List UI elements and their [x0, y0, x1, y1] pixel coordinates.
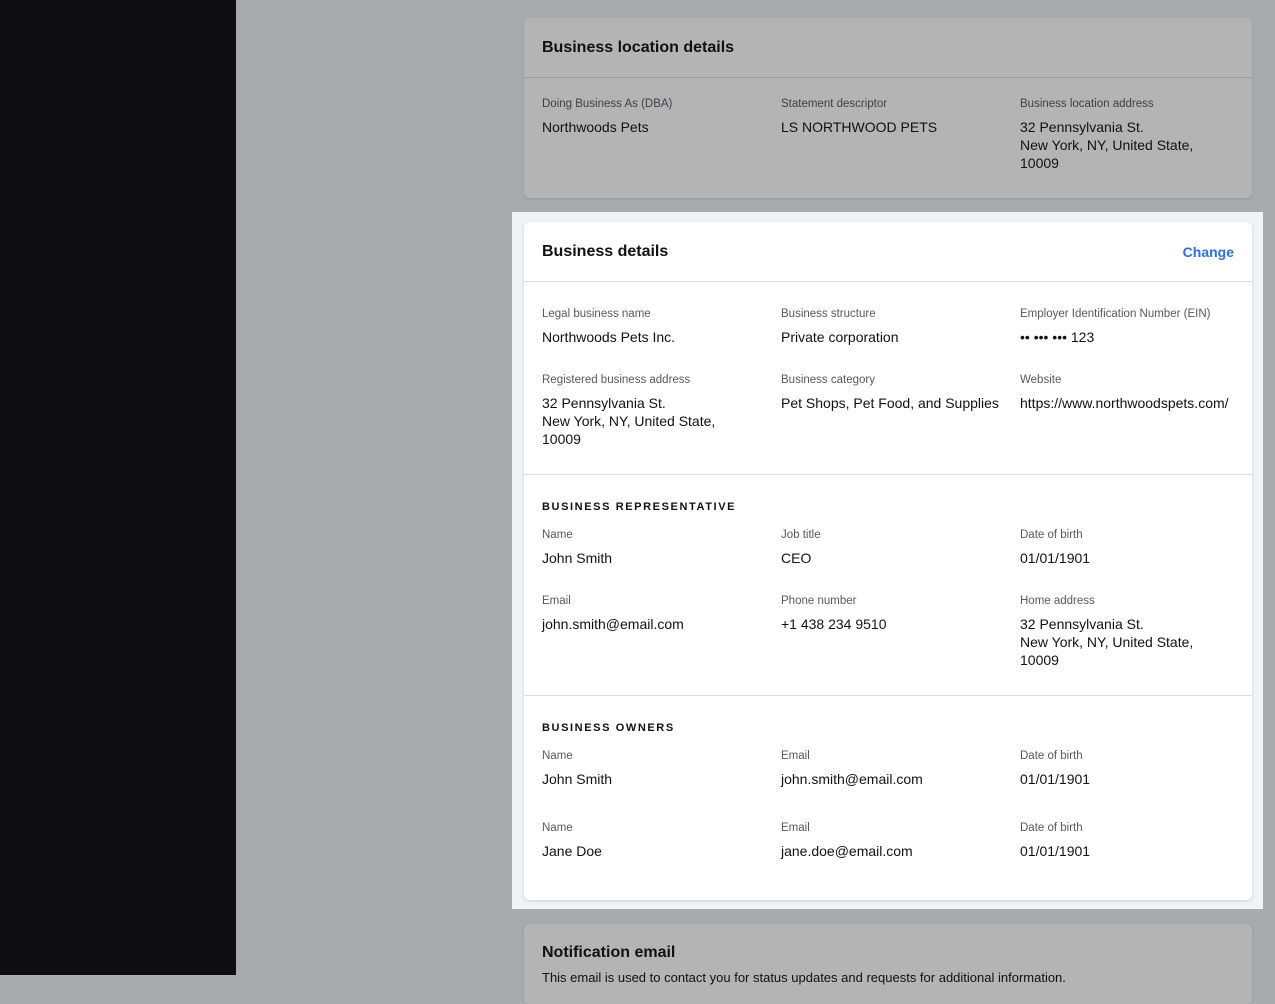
field-value: https://www.northwoodspets.com/ — [1020, 395, 1229, 411]
field-label: Email — [781, 750, 810, 762]
field — [781, 374, 1020, 448]
field-value: 32 Pennsylvania St. New York, NY, United State, 10009 — [1020, 119, 1194, 171]
field-value: john.smith@email.com — [542, 616, 684, 632]
field-label: Email — [781, 822, 810, 834]
field — [542, 98, 781, 172]
field-value: Northwoods Pets — [542, 119, 649, 135]
field-label: Date of birth — [1020, 529, 1083, 541]
field — [1020, 822, 1234, 866]
field-value: John Smith — [542, 771, 613, 787]
field — [781, 822, 1020, 866]
field-value: Jane Doe — [542, 843, 602, 859]
field — [781, 529, 1020, 573]
field — [1020, 308, 1234, 352]
field-label: Name — [542, 529, 573, 541]
field-value: John Smith — [542, 550, 613, 566]
field — [781, 98, 1020, 172]
card-description: This email is used to contact you for status updates and requests for additional information. — [542, 970, 1066, 985]
field — [1020, 98, 1234, 172]
field — [781, 750, 1020, 794]
field-label: Doing Business As (DBA) — [542, 98, 673, 110]
field-value: 32 Pennsylvania St. New York, NY, United State, 10009 — [542, 395, 716, 447]
field-value: 01/01/1901 — [1020, 843, 1091, 859]
field-label: Business location address — [1020, 98, 1154, 110]
field-label: Name — [542, 750, 573, 762]
field-label: Email — [542, 595, 571, 607]
field-label: Job title — [781, 529, 821, 541]
field — [1020, 374, 1234, 448]
card-title: Business location details — [542, 38, 735, 56]
change-button[interactable]: Change — [1182, 243, 1234, 260]
field-value: 32 Pennsylvania St. New York, NY, United State, 10009 — [1020, 616, 1194, 668]
field-label: Date of birth — [1020, 822, 1083, 834]
card-title: Notification email — [542, 944, 676, 961]
field-value: Northwoods Pets Inc. — [542, 329, 676, 345]
field-value: 01/01/1901 — [1020, 550, 1091, 566]
section-title: BUSINESS REPRESENTATIVE — [542, 501, 737, 513]
field-label: Employer Identification Number (EIN) — [1020, 308, 1211, 320]
field-label: Home address — [1020, 595, 1095, 607]
field — [1020, 529, 1234, 573]
field — [542, 308, 781, 352]
field — [1020, 595, 1234, 669]
field-label: Name — [542, 822, 573, 834]
field-label: Phone number — [781, 595, 857, 607]
field — [781, 308, 1020, 352]
field-label: Statement descriptor — [781, 98, 888, 110]
field-value: john.smith@email.com — [781, 771, 923, 787]
field-value: 01/01/1901 — [1020, 771, 1091, 787]
field-value: +1 438 234 9510 — [781, 616, 887, 632]
section-title: BUSINESS OWNERS — [542, 722, 675, 734]
field-value: Private corporation — [781, 329, 899, 345]
field-label: Legal business name — [542, 308, 651, 320]
notification-email-card — [524, 924, 1252, 1004]
business-details-card — [524, 222, 1252, 900]
field-value: CEO — [781, 550, 812, 566]
field — [1020, 750, 1234, 794]
field — [542, 374, 781, 448]
sidebar — [0, 0, 236, 975]
field-label: Registered business address — [542, 374, 691, 386]
field-value: LS NORTHWOOD PETS — [781, 119, 938, 135]
field — [542, 750, 781, 794]
field — [542, 822, 781, 866]
card-title: Business details — [542, 242, 669, 260]
field-label: Date of birth — [1020, 750, 1083, 762]
field — [781, 595, 1020, 669]
business-location-card — [524, 18, 1252, 198]
field-value: jane.doe@email.com — [781, 843, 913, 859]
field-label: Website — [1020, 374, 1062, 386]
field — [542, 595, 781, 669]
field-value: Pet Shops, Pet Food, and Supplies — [781, 395, 999, 411]
field-value: •• ••• ••• 123 — [1020, 329, 1095, 345]
field — [542, 529, 781, 573]
field-label: Business structure — [781, 308, 876, 320]
field-label: Business category — [781, 374, 875, 386]
